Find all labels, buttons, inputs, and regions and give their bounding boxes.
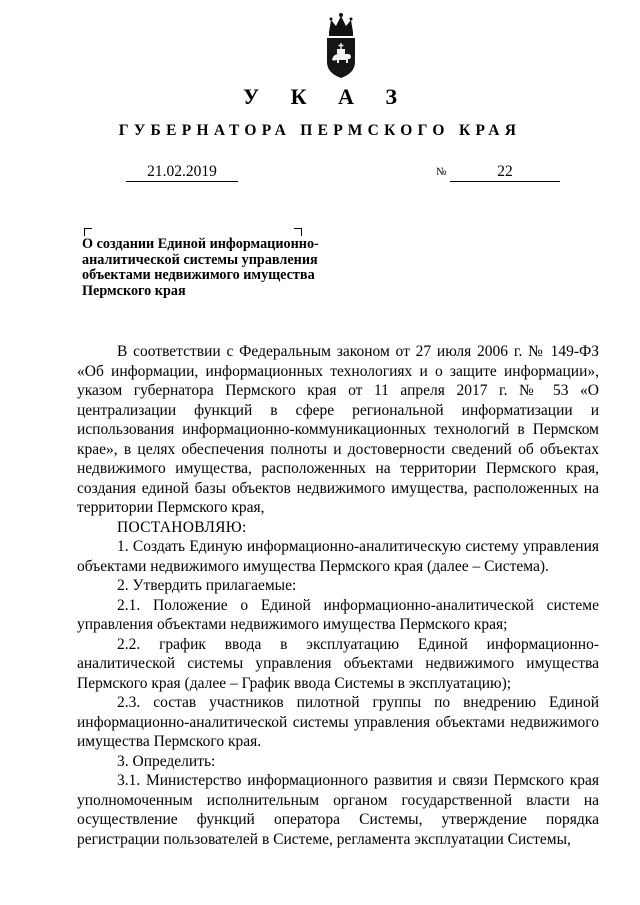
document-date: 21.02.2019 — [126, 162, 238, 182]
item-paragraph: 2.3. состав участников пилотной группы по внедрению Единой информационно-аналитической системы управления объектами недвижимого имущества Пермского края. — [77, 694, 599, 750]
document-issuer: ГУБЕРНАТОРА ПЕРМСКОГО КРАЯ — [118, 122, 522, 139]
item-paragraph: 2.2. график ввода в эксплуатацию Единой информационно-аналитической системы управления объектами недвижимого имущества Пермского края (далее – График ввода Системы в эксплуатацию); — [77, 635, 599, 692]
decree-word: ПОСТАНОВЛЯЮ: — [117, 518, 247, 536]
item-paragraph: 3. Определить: — [117, 752, 216, 770]
document-body — [77, 342, 599, 849]
document-number: 22 — [450, 162, 560, 182]
number-sign: № — [436, 166, 447, 178]
coat-of-arms-emblem — [322, 10, 360, 80]
item-paragraph: 2. Утвердить прилагаемые: — [117, 577, 297, 594]
preamble-paragraph: В соответствии с Федеральным законом от 27 июля 2006 г. № 149-ФЗ «Об информации, информационных технологиях и о защите информации», указом губернатора Пермского края от 11 апреля 2017 г. № 53 «О централизации функций в сфере региональной информатизации и использования информационно-коммуникационных технологий в Пермском крае», в целях обеспечения полноты и достоверности сведений об объектах недвижимого имущества, расположенных на территории Пермского края, создания единой базы объектов недвижимого имущества, расположенных на территории Пермского края, — [77, 343, 599, 516]
item-paragraph: 3.1. Министерство информационного развития и связи Пермского края уполномоченным исполнительным органом государственной власти на осуществление функций оператора Системы, утверждение порядка регистрации пользователей в Системе, регламента эксплуатации Системы, — [77, 772, 599, 848]
document-subject: О создании Единой информационно-аналитической системы управления объектами недвижимого имущества Пермского края — [82, 236, 319, 299]
perm-krai-coat-of-arms-icon — [322, 10, 360, 80]
document-title: У К А З — [242, 84, 411, 109]
item-paragraph: 2.1. Положение о Единой информационно-аналитической системе управления объектами недвижимого имущества Пермского края; — [77, 596, 599, 633]
subject-corner-right — [294, 228, 302, 236]
item-paragraph: 1. Создать Единую информационно-аналитическую систему управления объектами недвижимого имущества Пермского края (далее – Система). — [77, 538, 599, 575]
subject-corner-left — [84, 228, 92, 236]
